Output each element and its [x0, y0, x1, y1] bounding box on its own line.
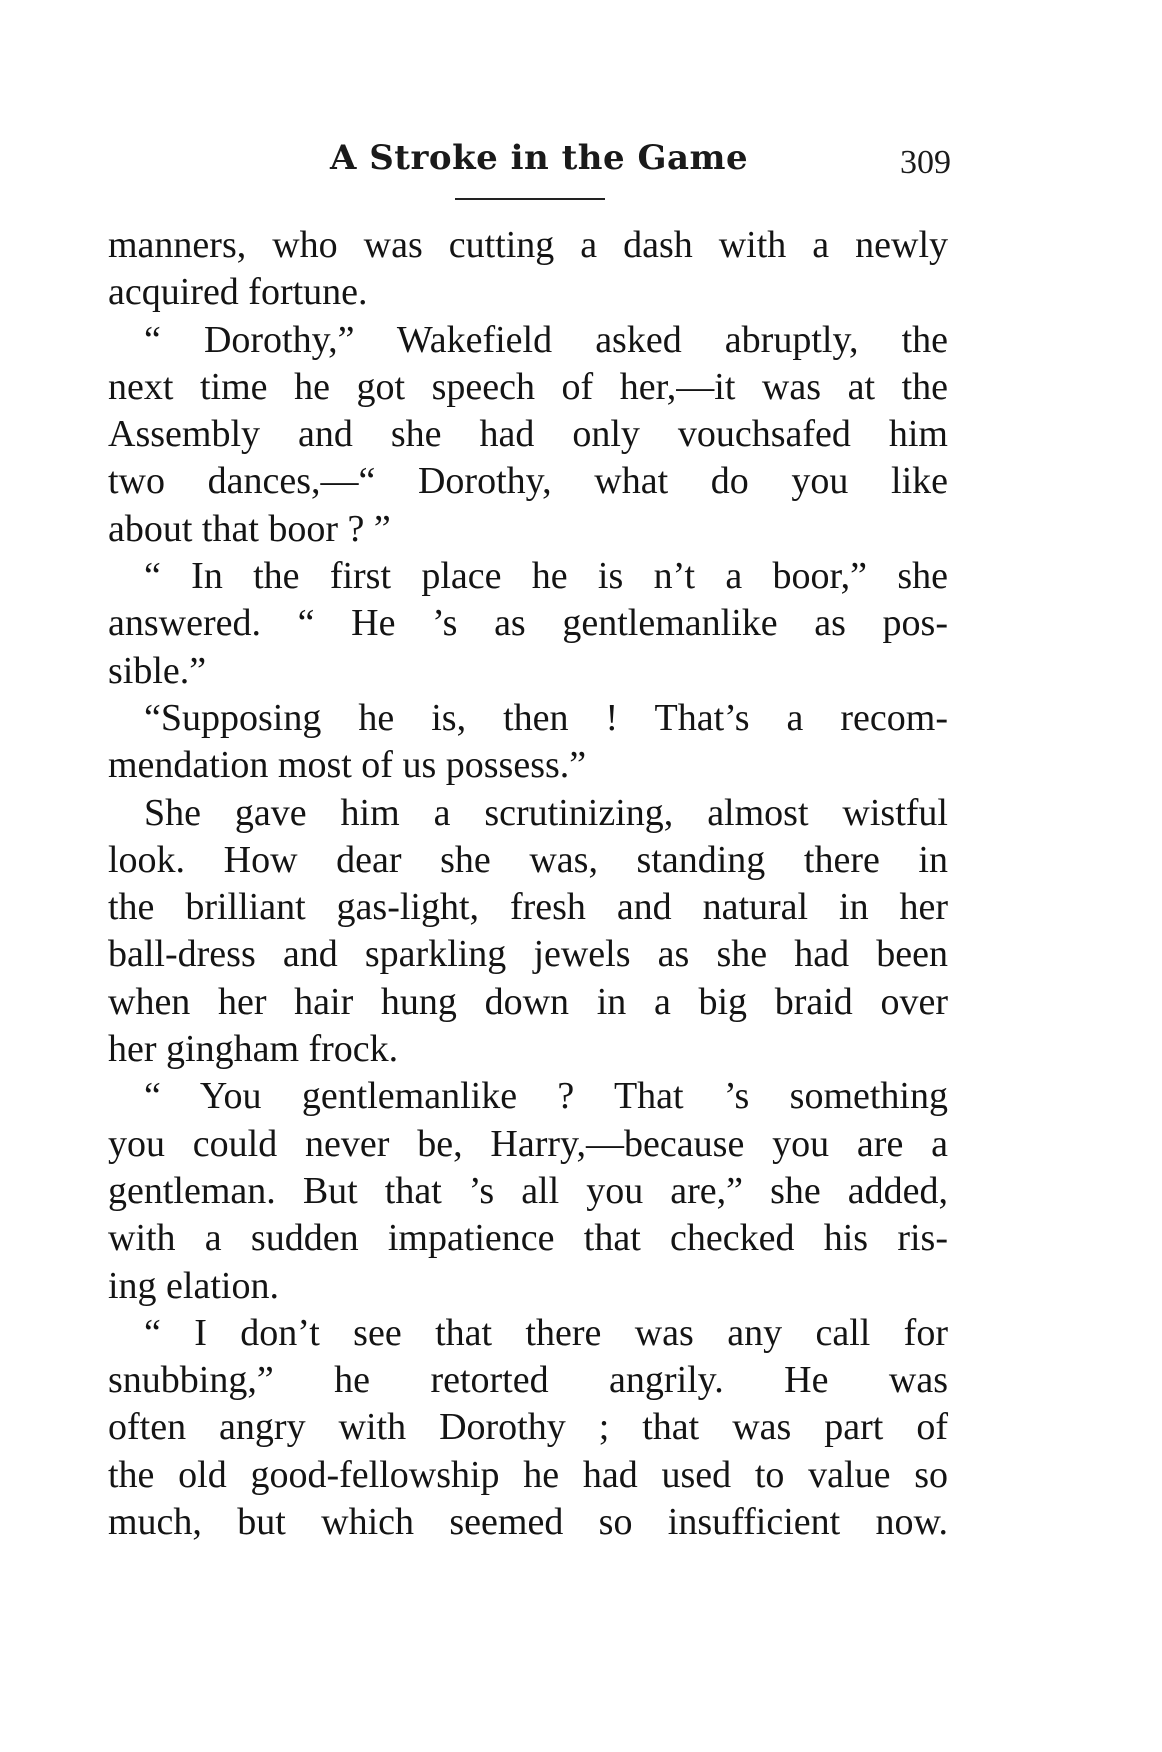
text-line: the brilliant gas-light, fresh and natural in her: [108, 886, 948, 929]
text-line: manners, who was cutting a dash with a newly: [108, 224, 948, 266]
body-text: [108, 222, 948, 1546]
running-head: [0, 138, 1162, 188]
text-line: “ Dorothy,” Wakefield asked abruptly, the: [144, 318, 948, 361]
text-line: “Supposing he is, then ! That’s a recom-: [144, 696, 948, 739]
text-line: “ You gentlemanlike ? That ’s something: [144, 1075, 948, 1118]
text-line: two dances,—“ Dorothy, what do you like: [108, 460, 948, 503]
text-line: ing elation.: [108, 1264, 279, 1307]
page-number: 309: [900, 144, 951, 181]
text-line: look. How dear she was, standing there in: [108, 838, 948, 881]
text-line: with a sudden impatience that checked his ris-: [108, 1217, 948, 1260]
text-line: mendation most of us possess.”: [108, 744, 587, 787]
text-line: next time he got speech of her,—it was at the: [108, 365, 948, 408]
text-line: snubbing,” he retorted angrily. He was: [108, 1359, 948, 1402]
text-line: when her hair hung down in a big braid over: [108, 980, 948, 1023]
text-line: the old good-fellowship he had used to value so: [108, 1453, 948, 1496]
text-line: her gingham frock.: [108, 1028, 399, 1071]
text-line: She gave him a scrutinizing, almost wistful: [144, 791, 948, 834]
running-title: A Stroke in the Game: [330, 138, 749, 178]
text-line: about that boor ? ”: [108, 507, 391, 550]
text-line: gentleman. But that ’s all you are,” she added,: [108, 1169, 948, 1212]
header-rule: [455, 198, 605, 200]
text-line: ball-dress and sparkling jewels as she had been: [108, 933, 948, 976]
text-line: often angry with Dorothy ; that was part of: [108, 1406, 948, 1449]
text-line: you could never be, Harry,—because you are a: [108, 1122, 948, 1165]
text-line: “ I don’t see that there was any call for: [144, 1311, 948, 1354]
text-line: answered. “ He ’s as gentlemanlike as pos-: [108, 602, 948, 645]
text-line: sible.”: [108, 649, 207, 692]
text-line: acquired fortune.: [108, 271, 368, 314]
text-line: “ In the first place he is n’t a boor,” she: [144, 555, 948, 598]
text-line: much, but which seemed so insufficient now.: [108, 1501, 948, 1544]
text-line: Assembly and she had only vouchsafed him: [108, 413, 948, 456]
